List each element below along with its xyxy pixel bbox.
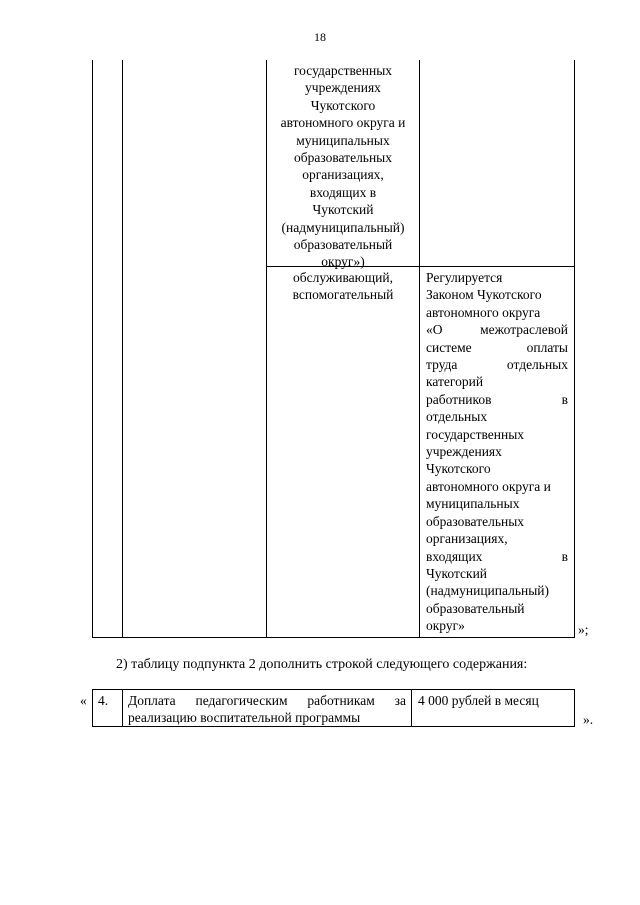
col-divider-2 — [266, 60, 267, 637]
page-number: 18 — [314, 30, 326, 44]
col-divider-1 — [122, 60, 123, 637]
regulation-cell: Регулируется Законом Чукотского автономного округа «О межотраслевой системе оплаты труда отдельных категорий работников в отдельных государственных учреждениях Чукотского автономного округа и муниципальных образовательных организациях, входящих в Чукотский (надмуниципальный) образовательный округ» — [426, 270, 568, 634]
salary-table-continued — [92, 60, 575, 638]
closing-mark: ». — [583, 712, 594, 727]
new-row-table — [92, 689, 575, 727]
t2-col-divider-1 — [122, 690, 123, 726]
row-number: 4. — [98, 693, 109, 708]
payment-description: Доплата педагогическим работникам за реализацию воспитательной программы — [128, 693, 406, 725]
amendment-paragraph: 2) таблицу подпункта 2 дополнить строкой следующего содержания: — [116, 657, 528, 672]
staff-category-cell: обслуживающий, вспомогательный — [292, 270, 394, 303]
t2-col-divider-2 — [411, 690, 412, 726]
group-staff-cell-continued: государственных учреждениях Чукотского автономного округа и муниципальных образовательных организациях, входящих в Чукотский (надмуниципальный) образовательный округ») — [280, 63, 406, 270]
opening-quote: « — [80, 693, 87, 708]
payment-amount: 4 000 рублей в месяц — [418, 693, 539, 708]
table-end-mark: »; — [578, 622, 589, 637]
col-divider-3 — [419, 60, 420, 637]
